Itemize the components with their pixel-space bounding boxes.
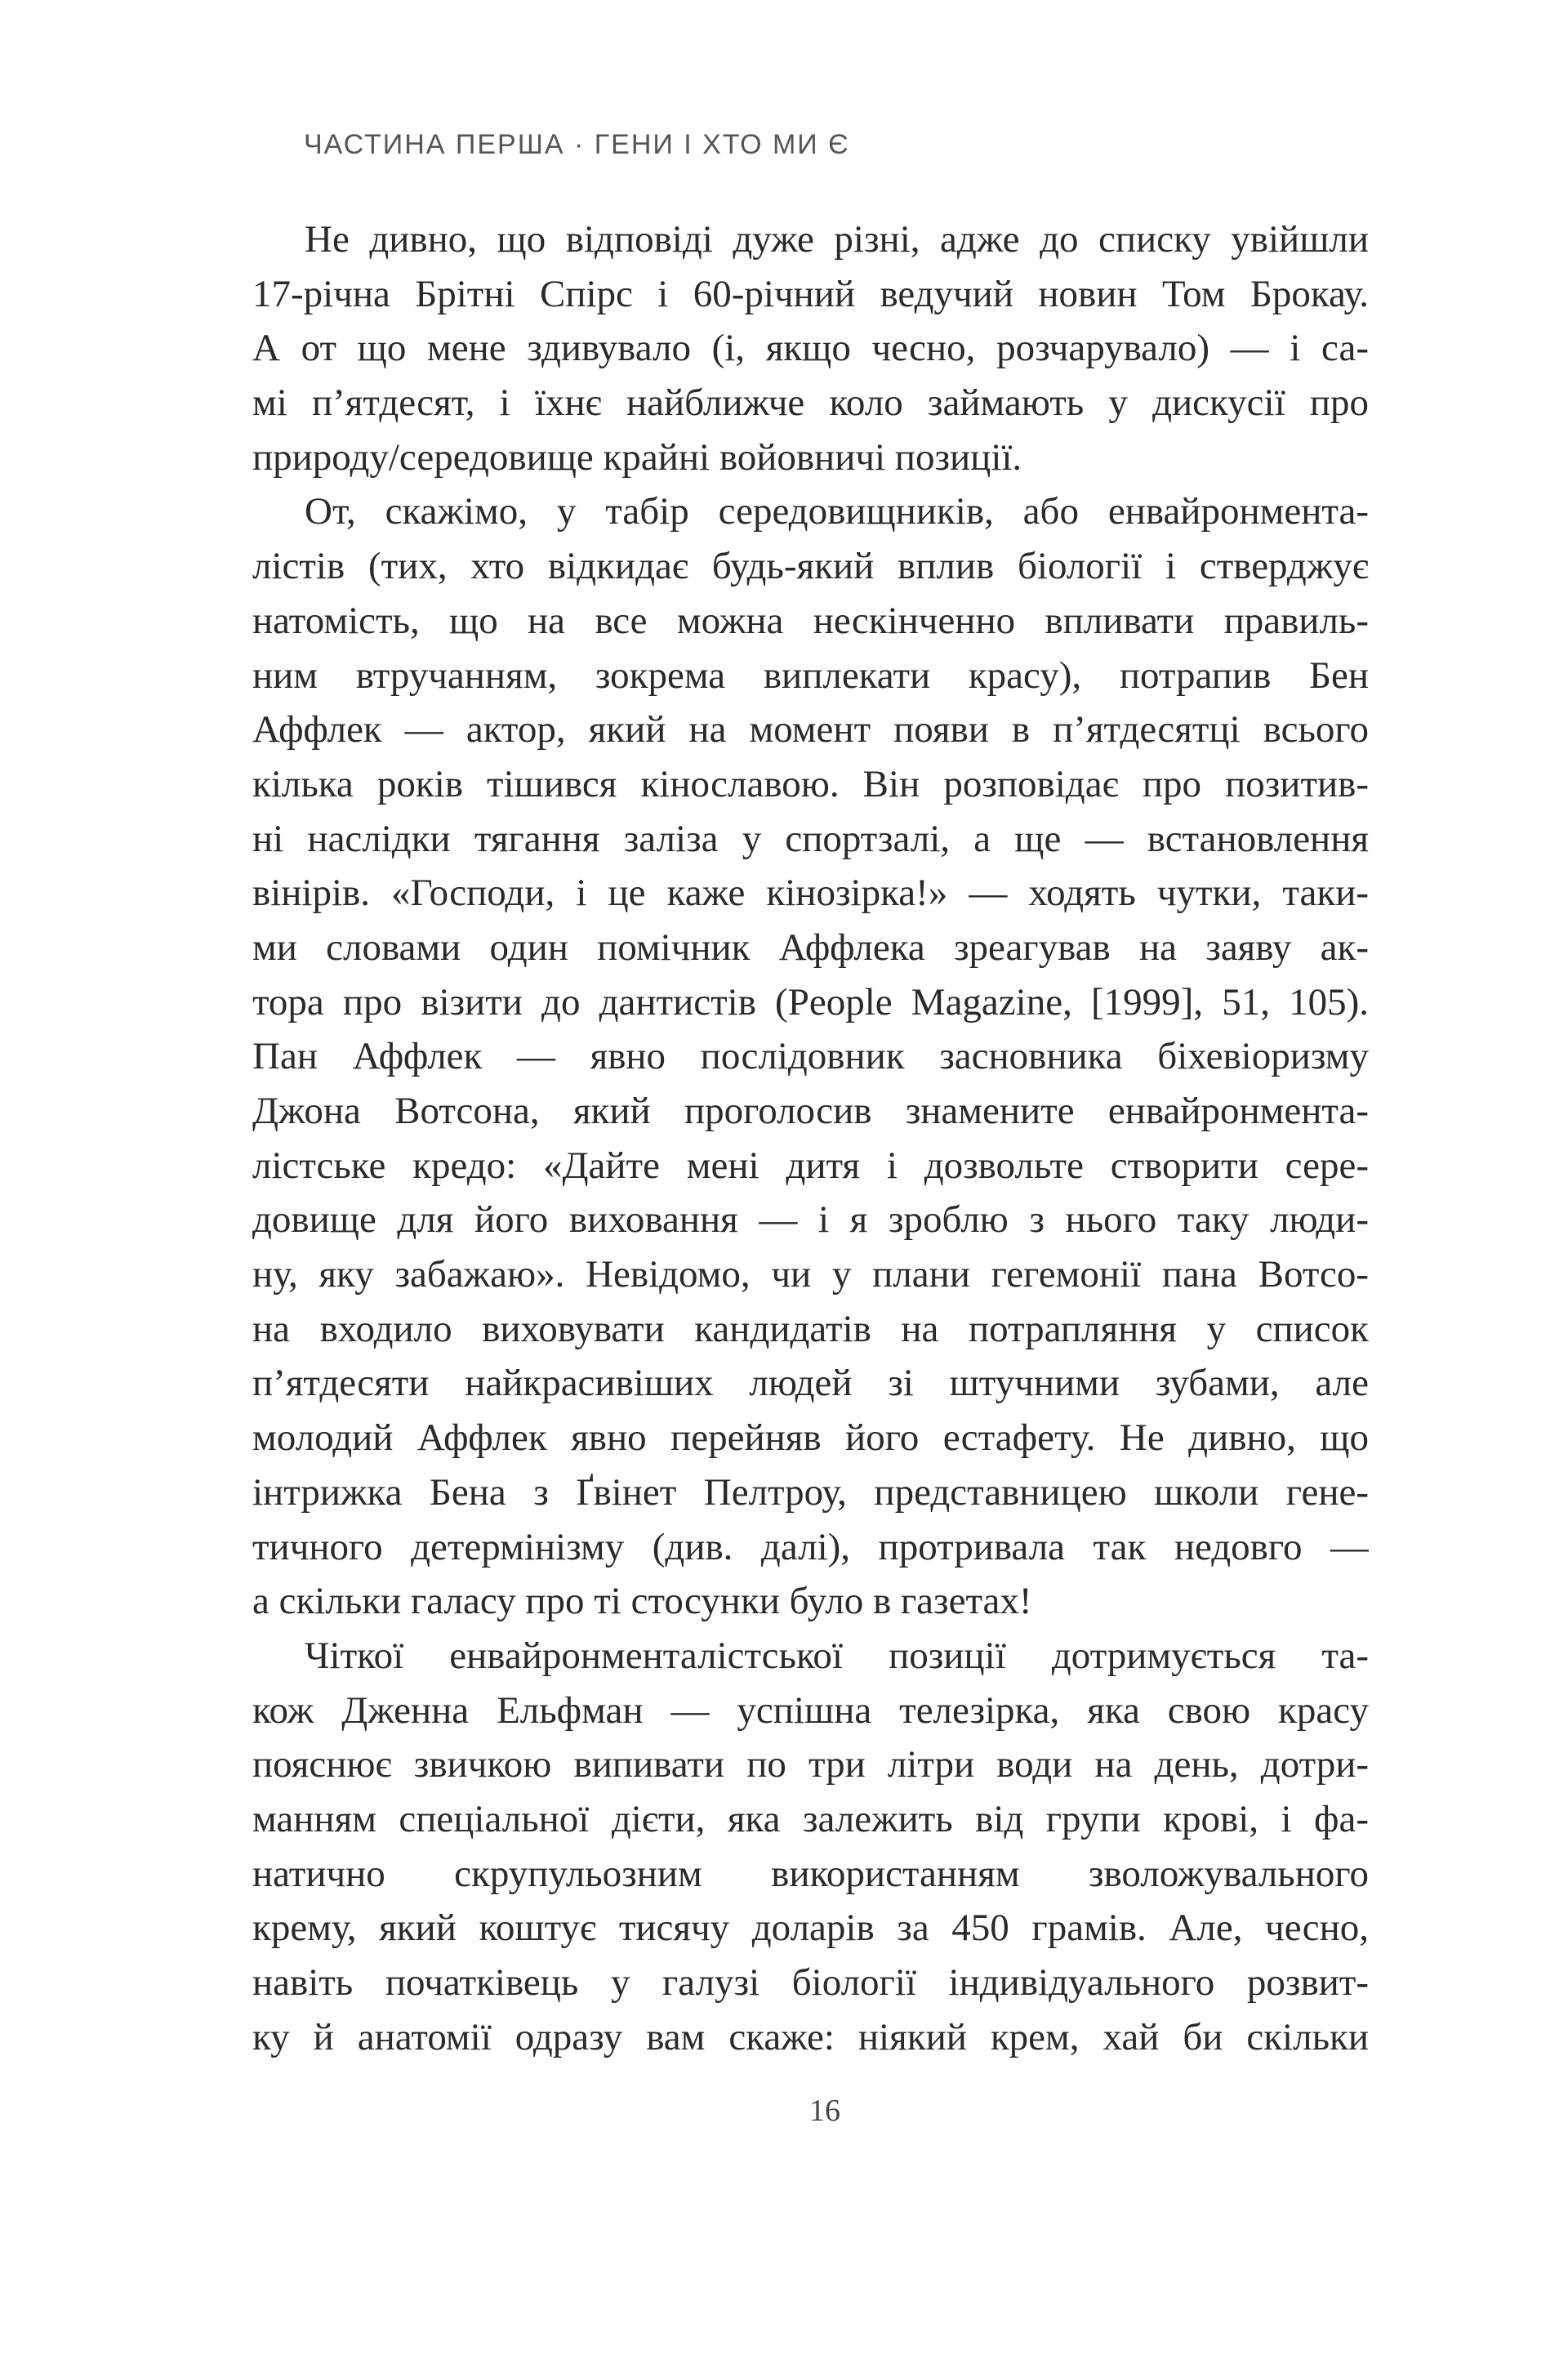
text-line: Пан Аффлек — явно послідовник засновника біхевіоризму xyxy=(252,1035,1369,1078)
text-line: лістів (тих, хто відкидає будь-який вплив біології і стверджує xyxy=(252,545,1369,588)
text-line: лістське кредо: «Дайте мені дитя і дозвольте створити сере- xyxy=(252,1144,1369,1187)
text-line: довище для його виховання — і я зроблю з нього таку люди- xyxy=(252,1198,1369,1242)
text-line: ку й анатомії одразу вам скаже: ніякий крем, хай би скільки xyxy=(252,2015,1369,2058)
body-text xyxy=(252,212,1369,2064)
text-line: ми словами один помічник Аффлека зреагував на заяву ак- xyxy=(252,925,1369,969)
text-line: п’ятдесяти найкрасивіших людей зі штучними зубами, але xyxy=(252,1362,1369,1405)
text-line: натично скрупульозним використанням зволожувального xyxy=(252,1852,1369,1895)
text-line: От, скажімо, у табір середовищників, або енвайронмента- xyxy=(305,490,1369,533)
text-line: ні наслідки тягання заліза у спортзалі, а ще — встановлення xyxy=(252,817,1369,860)
page-number: 16 xyxy=(809,2094,840,2128)
text-line: 17-річна Брітні Спірс і 60-річний ведучий новин Том Брокау. xyxy=(252,272,1369,315)
text-line: ну, яку забажаю». Невідомо, чи у плани гегемонії пана Вотсо- xyxy=(252,1253,1369,1296)
text-line: ним втручанням, зокрема виплекати красу), потрапив Бен xyxy=(252,653,1369,697)
text-line: манням спеціальної дієти, яка залежить від групи крові, і фа- xyxy=(252,1797,1369,1840)
text-line: вінірів. «Господи, і це каже кінозірка!» — ходять чутки, таки- xyxy=(252,872,1369,915)
running-header: ЧАСТИНА ПЕРША · ГЕНИ І ХТО МИ Є xyxy=(304,129,850,160)
text-line: пояснює звичкою випивати по три літри води на день, дотри- xyxy=(252,1743,1369,1786)
text-line: навіть початківець у галузі біології індивідуального розвит- xyxy=(252,1961,1369,2004)
text-line: Аффлек — актор, який на момент появи в п’ятдесятці всього xyxy=(252,708,1369,752)
text-line: природу/середовище крайні войовничі позиції. xyxy=(252,435,1022,479)
text-line: Чіткої енвайронменталістської позиції дотримується та- xyxy=(305,1634,1369,1677)
text-line: молодий Аффлек явно перейняв його естафету. Не дивно, що xyxy=(252,1416,1369,1460)
text-line: Джона Вотсона, який проголосив знамените енвайронмента- xyxy=(252,1090,1369,1132)
text-line: кож Дженна Ельфман — успішна телезірка, яка свою красу xyxy=(252,1688,1369,1732)
text-line: Не дивно, що відповіді дуже різні, адже до списку увійшли xyxy=(305,218,1369,261)
text-line: кілька років тішився кінославою. Він розповідає про позитив- xyxy=(252,762,1369,805)
text-line: А от що мене здивувало (і, якщо чесно, розчарувало) — і са- xyxy=(252,327,1369,370)
text-line: крему, який коштує тисячу доларів за 450 грамів. Але, чесно, xyxy=(252,1907,1369,1950)
text-line: натомість, що на все можна нескінченно впливати правиль- xyxy=(252,599,1369,642)
text-line: на входило виховувати кандидатів на потрапляння у список xyxy=(252,1307,1369,1350)
text-line: а скільки галасу про ті стосунки було в газетах! xyxy=(252,1580,1032,1623)
text-line: інтрижка Бена з Ґвінет Пелтроу, представницею школи гене- xyxy=(252,1470,1369,1514)
text-line: мі п’ятдесят, і їхнє найближче коло займають у дискусії про xyxy=(252,381,1369,425)
text-line: тора про візити до дантистів (People Magazine, [1999], 51, 105). xyxy=(252,980,1369,1024)
text-line: тичного детермінізму (див. далі), протривала так недовго — xyxy=(252,1525,1369,1568)
